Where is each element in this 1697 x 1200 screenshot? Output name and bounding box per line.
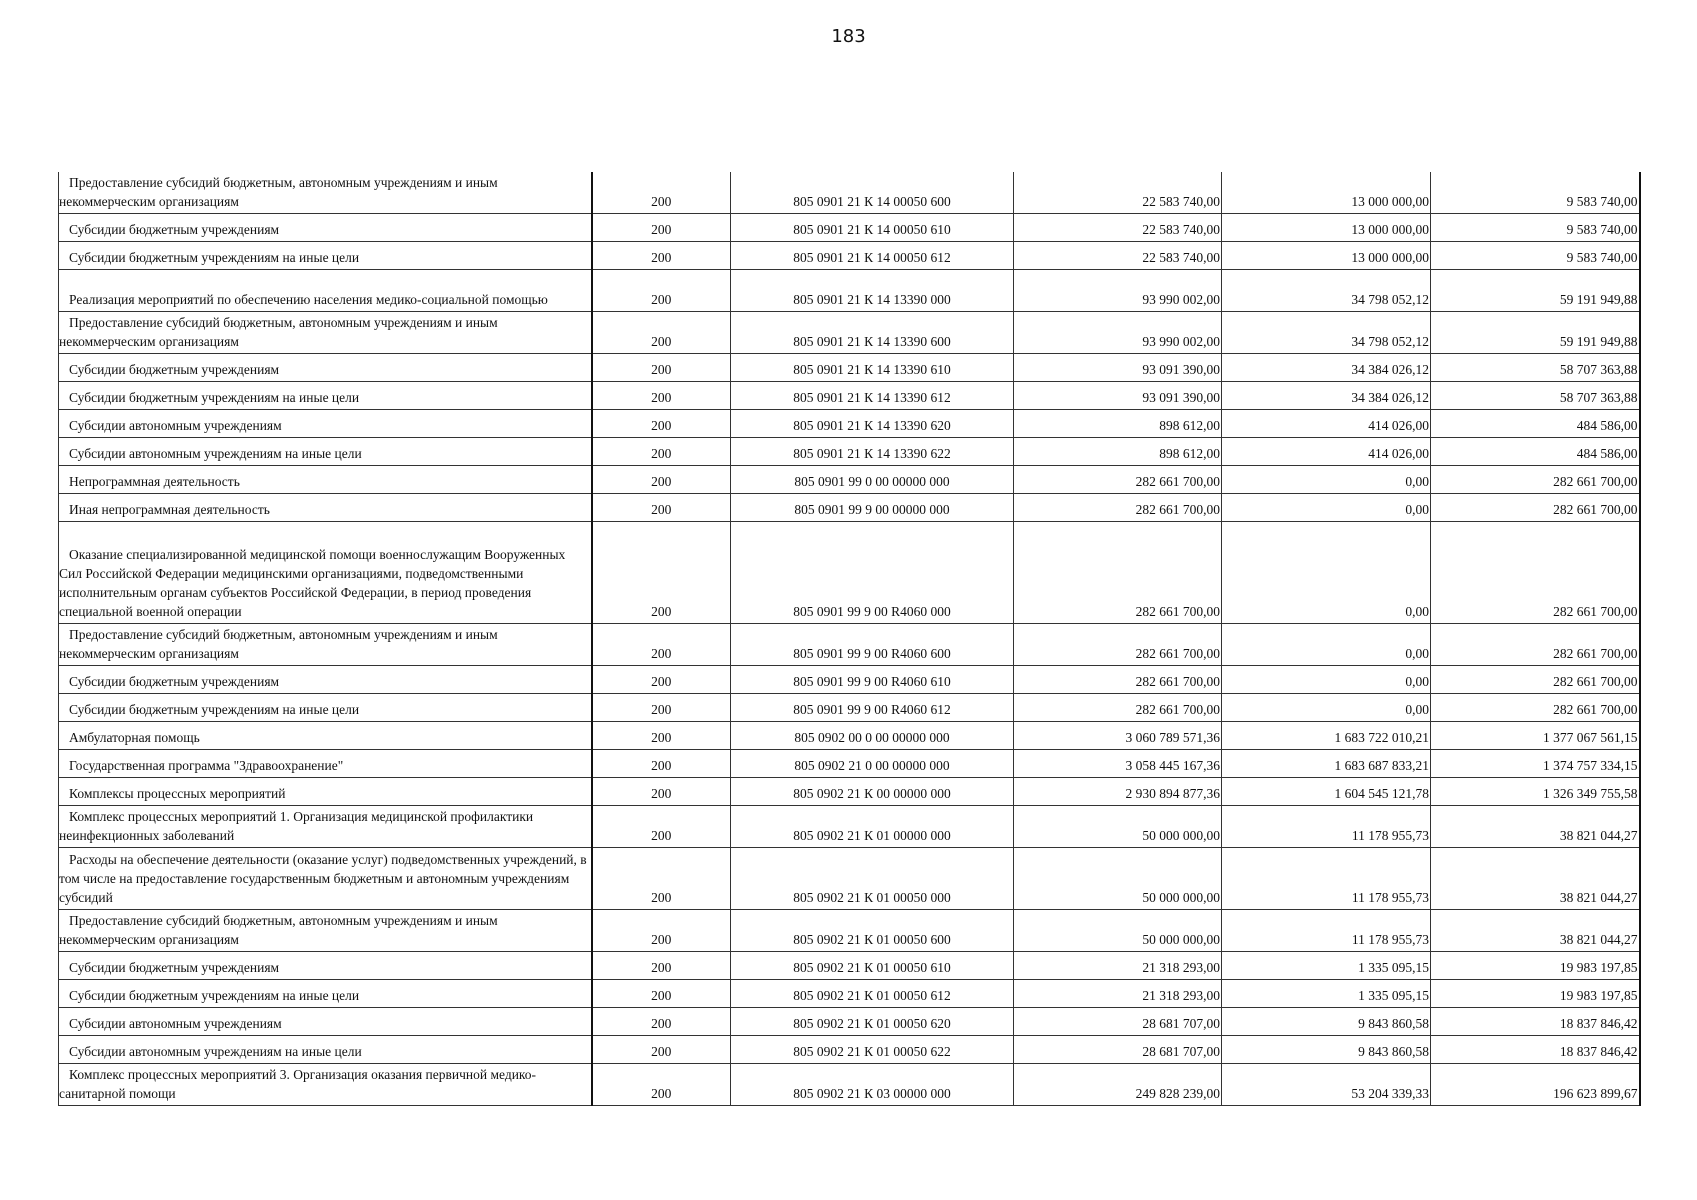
row-plan-cell: 93 091 390,00 [1014, 354, 1222, 382]
row-done-cell: 13 000 000,00 [1222, 172, 1431, 214]
row-rest-cell: 18 837 846,42 [1431, 1036, 1640, 1064]
table-row [59, 382, 1640, 410]
row-code-cell: 200 [592, 172, 731, 214]
row-plan-cell: 28 681 707,00 [1014, 1008, 1222, 1036]
row-name-cell: Субсидии бюджетным учреждениям [59, 354, 592, 382]
row-done-cell: 34 798 052,12 [1222, 270, 1431, 312]
row-plan-cell: 21 318 293,00 [1014, 980, 1222, 1008]
row-done-cell: 34 384 026,12 [1222, 382, 1431, 410]
row-plan-cell: 2 930 894 877,36 [1014, 778, 1222, 806]
row-code-cell: 200 [592, 494, 731, 522]
row-name-cell: Комплекс процессных мероприятий 1. Организация медицинской профилактики неинфекционных заболеваний [59, 806, 592, 848]
row-code-cell: 200 [592, 1036, 731, 1064]
row-name-cell: Субсидии бюджетным учреждениям [59, 952, 592, 980]
row-code-cell: 200 [592, 1008, 731, 1036]
table-row [59, 1036, 1640, 1064]
row-kbk-cell: 805 0901 99 9 00 R4060 612 [731, 694, 1014, 722]
row-kbk-cell: 805 0902 21 К 01 00050 620 [731, 1008, 1014, 1036]
row-name-cell: Амбулаторная помощь [59, 722, 592, 750]
row-code-cell: 200 [592, 750, 731, 778]
row-rest-cell: 38 821 044,27 [1431, 806, 1640, 848]
table-row [59, 354, 1640, 382]
row-done-cell: 414 026,00 [1222, 438, 1431, 466]
table-row [59, 624, 1640, 666]
row-rest-cell: 282 661 700,00 [1431, 694, 1640, 722]
row-done-cell: 0,00 [1222, 624, 1431, 666]
row-code-cell: 200 [592, 354, 731, 382]
row-plan-cell: 93 990 002,00 [1014, 312, 1222, 354]
row-done-cell: 1 604 545 121,78 [1222, 778, 1431, 806]
row-code-cell: 200 [592, 214, 731, 242]
row-code-cell: 200 [592, 410, 731, 438]
row-name-cell: Субсидии автономным учреждениям на иные цели [59, 438, 592, 466]
row-done-cell: 13 000 000,00 [1222, 214, 1431, 242]
row-done-cell: 11 178 955,73 [1222, 848, 1431, 910]
row-kbk-cell: 805 0901 99 9 00 R4060 600 [731, 624, 1014, 666]
table-row [59, 522, 1640, 624]
row-kbk-cell: 805 0902 21 К 00 00000 000 [731, 778, 1014, 806]
row-name-cell: Субсидии бюджетным учреждениям на иные цели [59, 980, 592, 1008]
row-rest-cell: 484 586,00 [1431, 438, 1640, 466]
row-done-cell: 0,00 [1222, 466, 1431, 494]
row-kbk-cell: 805 0902 21 К 01 00050 610 [731, 952, 1014, 980]
row-code-cell: 200 [592, 522, 731, 624]
table-row [59, 722, 1640, 750]
table-row [59, 694, 1640, 722]
row-plan-cell: 28 681 707,00 [1014, 1036, 1222, 1064]
table-row [59, 980, 1640, 1008]
row-done-cell: 9 843 860,58 [1222, 1008, 1431, 1036]
row-code-cell: 200 [592, 952, 731, 980]
row-plan-cell: 282 661 700,00 [1014, 694, 1222, 722]
row-rest-cell: 59 191 949,88 [1431, 270, 1640, 312]
row-name-cell: Предоставление субсидий бюджетным, автономным учреждениям и иным некоммерческим организациям [59, 312, 592, 354]
row-rest-cell: 59 191 949,88 [1431, 312, 1640, 354]
row-plan-cell: 282 661 700,00 [1014, 522, 1222, 624]
row-kbk-cell: 805 0901 99 9 00 R4060 610 [731, 666, 1014, 694]
row-kbk-cell: 805 0901 21 К 14 00050 612 [731, 242, 1014, 270]
row-name-cell: Субсидии бюджетным учреждениям [59, 214, 592, 242]
row-rest-cell: 282 661 700,00 [1431, 522, 1640, 624]
row-plan-cell: 93 091 390,00 [1014, 382, 1222, 410]
row-code-cell: 200 [592, 270, 731, 312]
row-name-cell: Государственная программа "Здравоохранение" [59, 750, 592, 778]
row-kbk-cell: 805 0901 99 0 00 00000 000 [731, 466, 1014, 494]
row-kbk-cell: 805 0901 21 К 14 13390 620 [731, 410, 1014, 438]
row-name-cell: Субсидии автономным учреждениям [59, 410, 592, 438]
row-kbk-cell: 805 0901 21 К 14 13390 612 [731, 382, 1014, 410]
row-code-cell: 200 [592, 242, 731, 270]
table-row [59, 1008, 1640, 1036]
row-rest-cell: 282 661 700,00 [1431, 624, 1640, 666]
row-kbk-cell: 805 0901 99 9 00 R4060 000 [731, 522, 1014, 624]
table-row [59, 214, 1640, 242]
row-name-cell: Предоставление субсидий бюджетным, автономным учреждениям и иным некоммерческим организациям [59, 172, 592, 214]
row-done-cell: 414 026,00 [1222, 410, 1431, 438]
row-code-cell: 200 [592, 910, 731, 952]
row-code-cell: 200 [592, 312, 731, 354]
budget-table [58, 172, 1641, 1106]
table-row [59, 242, 1640, 270]
row-name-cell: Субсидии автономным учреждениям на иные цели [59, 1036, 592, 1064]
row-name-cell: Непрограммная деятельность [59, 466, 592, 494]
row-done-cell: 34 798 052,12 [1222, 312, 1431, 354]
row-name-cell: Предоставление субсидий бюджетным, автономным учреждениям и иным некоммерческим организациям [59, 910, 592, 952]
row-rest-cell: 19 983 197,85 [1431, 952, 1640, 980]
table-row [59, 778, 1640, 806]
row-name-cell: Оказание специализированной медицинской помощи военнослужащим Вооруженных Сил Российской Федерации медицинскими организациями, подведомственными исполнительным органам субъектов Российской Федерации, в период проведения специальной военной операции [59, 522, 592, 624]
row-done-cell: 0,00 [1222, 694, 1431, 722]
row-plan-cell: 22 583 740,00 [1014, 172, 1222, 214]
row-code-cell: 200 [592, 778, 731, 806]
row-kbk-cell: 805 0902 21 К 01 00050 000 [731, 848, 1014, 910]
row-plan-cell: 50 000 000,00 [1014, 806, 1222, 848]
row-name-cell: Субсидии бюджетным учреждениям на иные цели [59, 242, 592, 270]
table-row [59, 312, 1640, 354]
row-rest-cell: 282 661 700,00 [1431, 494, 1640, 522]
row-plan-cell: 93 990 002,00 [1014, 270, 1222, 312]
row-name-cell: Субсидии автономным учреждениям [59, 1008, 592, 1036]
table-row [59, 666, 1640, 694]
row-kbk-cell: 805 0902 21 К 01 00050 622 [731, 1036, 1014, 1064]
row-name-cell: Комплекс процессных мероприятий 3. Организация оказания первичной медико-санитарной помощи [59, 1064, 592, 1106]
row-done-cell: 34 384 026,12 [1222, 354, 1431, 382]
row-code-cell: 200 [592, 980, 731, 1008]
row-code-cell: 200 [592, 382, 731, 410]
row-name-cell: Субсидии бюджетным учреждениям на иные цели [59, 694, 592, 722]
row-kbk-cell: 805 0902 21 К 01 00050 612 [731, 980, 1014, 1008]
row-done-cell: 13 000 000,00 [1222, 242, 1431, 270]
row-done-cell: 1 683 687 833,21 [1222, 750, 1431, 778]
row-rest-cell: 9 583 740,00 [1431, 172, 1640, 214]
row-rest-cell: 58 707 363,88 [1431, 382, 1640, 410]
page-number: 183 [831, 26, 866, 47]
row-rest-cell: 282 661 700,00 [1431, 466, 1640, 494]
row-plan-cell: 22 583 740,00 [1014, 214, 1222, 242]
row-done-cell: 1 683 722 010,21 [1222, 722, 1431, 750]
row-kbk-cell: 805 0901 21 К 14 13390 000 [731, 270, 1014, 312]
row-rest-cell: 196 623 899,67 [1431, 1064, 1640, 1106]
table-row [59, 410, 1640, 438]
row-rest-cell: 19 983 197,85 [1431, 980, 1640, 1008]
row-plan-cell: 282 661 700,00 [1014, 624, 1222, 666]
row-plan-cell: 3 058 445 167,36 [1014, 750, 1222, 778]
row-done-cell: 0,00 [1222, 522, 1431, 624]
row-code-cell: 200 [592, 722, 731, 750]
row-code-cell: 200 [592, 1064, 731, 1106]
row-done-cell: 9 843 860,58 [1222, 1036, 1431, 1064]
row-plan-cell: 282 661 700,00 [1014, 466, 1222, 494]
row-rest-cell: 1 326 349 755,58 [1431, 778, 1640, 806]
row-rest-cell: 1 374 757 334,15 [1431, 750, 1640, 778]
row-done-cell: 1 335 095,15 [1222, 952, 1431, 980]
row-done-cell: 0,00 [1222, 666, 1431, 694]
row-kbk-cell: 805 0902 21 К 01 00050 600 [731, 910, 1014, 952]
table-row [59, 1064, 1640, 1106]
row-code-cell: 200 [592, 848, 731, 910]
row-rest-cell: 9 583 740,00 [1431, 214, 1640, 242]
row-plan-cell: 282 661 700,00 [1014, 494, 1222, 522]
row-plan-cell: 50 000 000,00 [1014, 910, 1222, 952]
budget-table-body [59, 172, 1640, 1106]
table-row [59, 910, 1640, 952]
row-done-cell: 1 335 095,15 [1222, 980, 1431, 1008]
row-rest-cell: 38 821 044,27 [1431, 910, 1640, 952]
row-kbk-cell: 805 0901 21 К 14 13390 622 [731, 438, 1014, 466]
row-done-cell: 11 178 955,73 [1222, 910, 1431, 952]
row-kbk-cell: 805 0902 00 0 00 00000 000 [731, 722, 1014, 750]
row-done-cell: 53 204 339,33 [1222, 1064, 1431, 1106]
row-kbk-cell: 805 0901 21 К 14 00050 610 [731, 214, 1014, 242]
row-plan-cell: 249 828 239,00 [1014, 1064, 1222, 1106]
row-code-cell: 200 [592, 624, 731, 666]
table-row [59, 466, 1640, 494]
row-code-cell: 200 [592, 466, 731, 494]
row-plan-cell: 898 612,00 [1014, 438, 1222, 466]
row-rest-cell: 38 821 044,27 [1431, 848, 1640, 910]
row-name-cell: Расходы на обеспечение деятельности (оказание услуг) подведомственных учреждений, в том числе на предоставление государственным бюджетным и автономным учреждениям субсидий [59, 848, 592, 910]
row-name-cell: Субсидии бюджетным учреждениям на иные цели [59, 382, 592, 410]
table-row [59, 172, 1640, 214]
row-rest-cell: 9 583 740,00 [1431, 242, 1640, 270]
row-code-cell: 200 [592, 806, 731, 848]
table-row [59, 270, 1640, 312]
row-name-cell: Предоставление субсидий бюджетным, автономным учреждениям и иным некоммерческим организациям [59, 624, 592, 666]
row-name-cell: Реализация мероприятий по обеспечению населения медико-социальной помощью [59, 270, 592, 312]
row-plan-cell: 50 000 000,00 [1014, 848, 1222, 910]
row-name-cell: Субсидии бюджетным учреждениям [59, 666, 592, 694]
row-rest-cell: 58 707 363,88 [1431, 354, 1640, 382]
row-rest-cell: 18 837 846,42 [1431, 1008, 1640, 1036]
row-rest-cell: 1 377 067 561,15 [1431, 722, 1640, 750]
row-plan-cell: 898 612,00 [1014, 410, 1222, 438]
row-kbk-cell: 805 0901 21 К 14 13390 610 [731, 354, 1014, 382]
row-plan-cell: 22 583 740,00 [1014, 242, 1222, 270]
row-code-cell: 200 [592, 666, 731, 694]
budget-table-container [58, 172, 1641, 1106]
row-kbk-cell: 805 0901 21 К 14 13390 600 [731, 312, 1014, 354]
table-row [59, 438, 1640, 466]
table-row [59, 750, 1640, 778]
table-row [59, 848, 1640, 910]
row-rest-cell: 484 586,00 [1431, 410, 1640, 438]
row-plan-cell: 282 661 700,00 [1014, 666, 1222, 694]
row-plan-cell: 3 060 789 571,36 [1014, 722, 1222, 750]
row-name-cell: Комплексы процессных мероприятий [59, 778, 592, 806]
row-kbk-cell: 805 0901 99 9 00 00000 000 [731, 494, 1014, 522]
row-kbk-cell: 805 0902 21 К 03 00000 000 [731, 1064, 1014, 1106]
row-name-cell: Иная непрограммная деятельность [59, 494, 592, 522]
row-rest-cell: 282 661 700,00 [1431, 666, 1640, 694]
row-code-cell: 200 [592, 694, 731, 722]
row-kbk-cell: 805 0902 21 К 01 00000 000 [731, 806, 1014, 848]
table-row [59, 952, 1640, 980]
row-code-cell: 200 [592, 438, 731, 466]
table-row [59, 806, 1640, 848]
row-done-cell: 0,00 [1222, 494, 1431, 522]
row-plan-cell: 21 318 293,00 [1014, 952, 1222, 980]
row-done-cell: 11 178 955,73 [1222, 806, 1431, 848]
row-kbk-cell: 805 0902 21 0 00 00000 000 [731, 750, 1014, 778]
table-row [59, 494, 1640, 522]
row-kbk-cell: 805 0901 21 К 14 00050 600 [731, 172, 1014, 214]
